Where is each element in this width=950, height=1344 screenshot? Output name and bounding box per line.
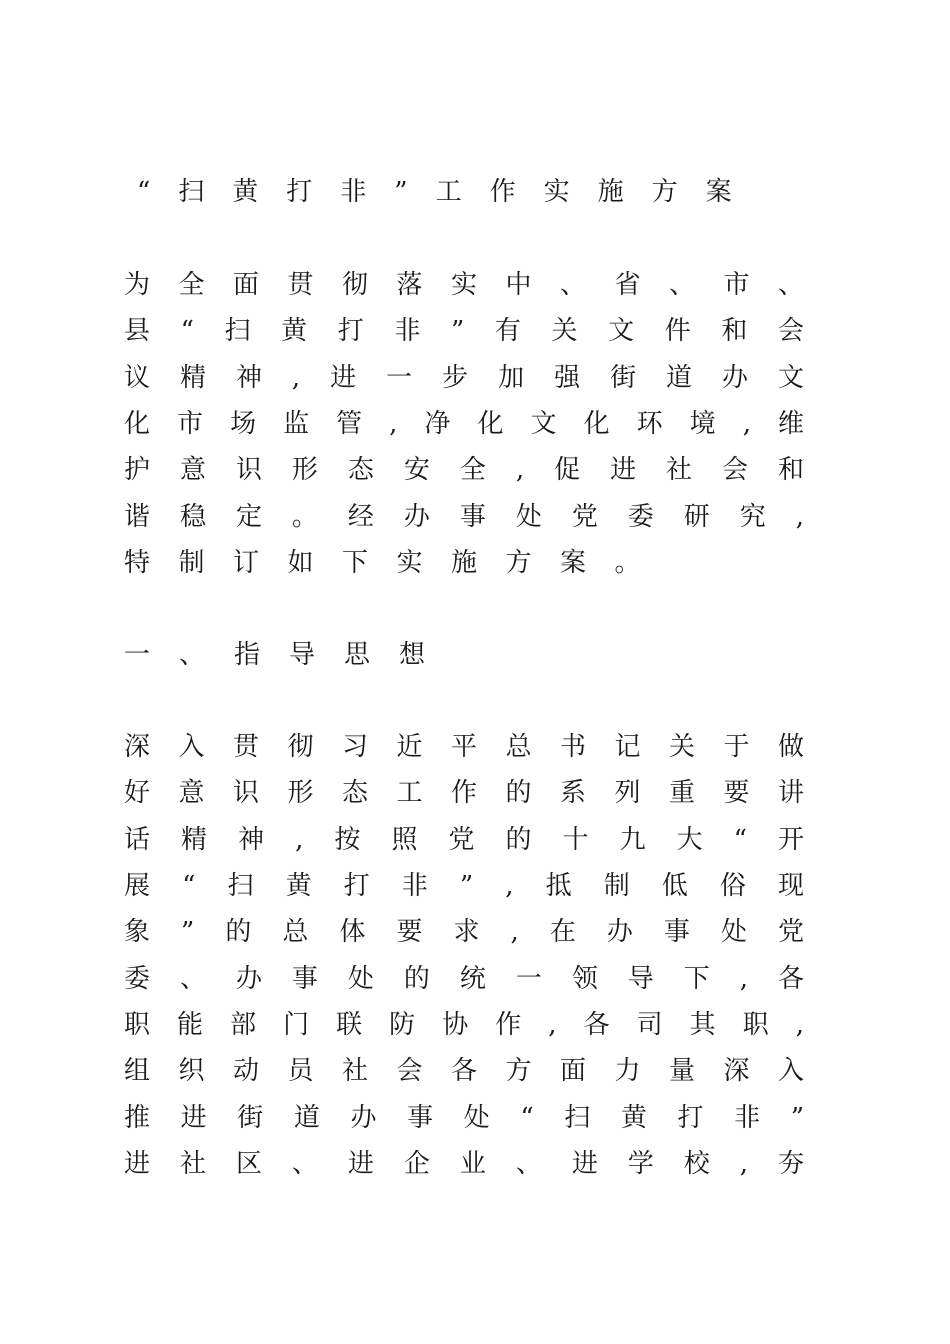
paragraph-line: 深入贯彻习近平总书记关于做 — [124, 732, 833, 762]
paragraph-line: 护意识形态安全,促进社会和 — [124, 455, 834, 486]
section-heading: 一、指导思想 — [124, 640, 455, 670]
paragraph-line: 委、办事处的统一领导下,各 — [124, 963, 834, 994]
paragraph-line: 推进街道办事处“扫黄打非” — [124, 1102, 835, 1133]
paragraph-line: 化市场监管,净化文化环境,维 — [124, 408, 832, 439]
paragraph-line: 组织动员社会各方面力量深入 — [124, 1056, 833, 1087]
paragraph-line: 话精神,按照党的十九大“开 — [124, 824, 836, 855]
paragraph-line: 展“扫黄打非”,抵制低俗现 — [124, 870, 837, 901]
paragraph-line: 好意识形态工作的系列重要讲 — [124, 778, 833, 809]
paragraph-line: 职能部门联防协作,各司其职, — [124, 1009, 832, 1040]
document-title: “扫黄打非”工作实施方案 — [137, 177, 760, 207]
paragraph-line: 特制订如下实施方案。 — [124, 547, 670, 578]
paragraph-line: 象”的总体要求,在办事处党 — [124, 917, 836, 948]
paragraph-line: 进社区、进企业、进学校,夯 — [124, 1148, 834, 1179]
paragraph-line: 为全面贯彻落实中、省、市、 — [124, 270, 833, 300]
paragraph-line: 议精神,进一步加强街道办文 — [124, 362, 834, 393]
paragraph-line: 谐稳定。经办事处党委研究, — [124, 501, 834, 532]
paragraph-line: 县“扫黄打非”有关文件和会 — [124, 316, 835, 347]
